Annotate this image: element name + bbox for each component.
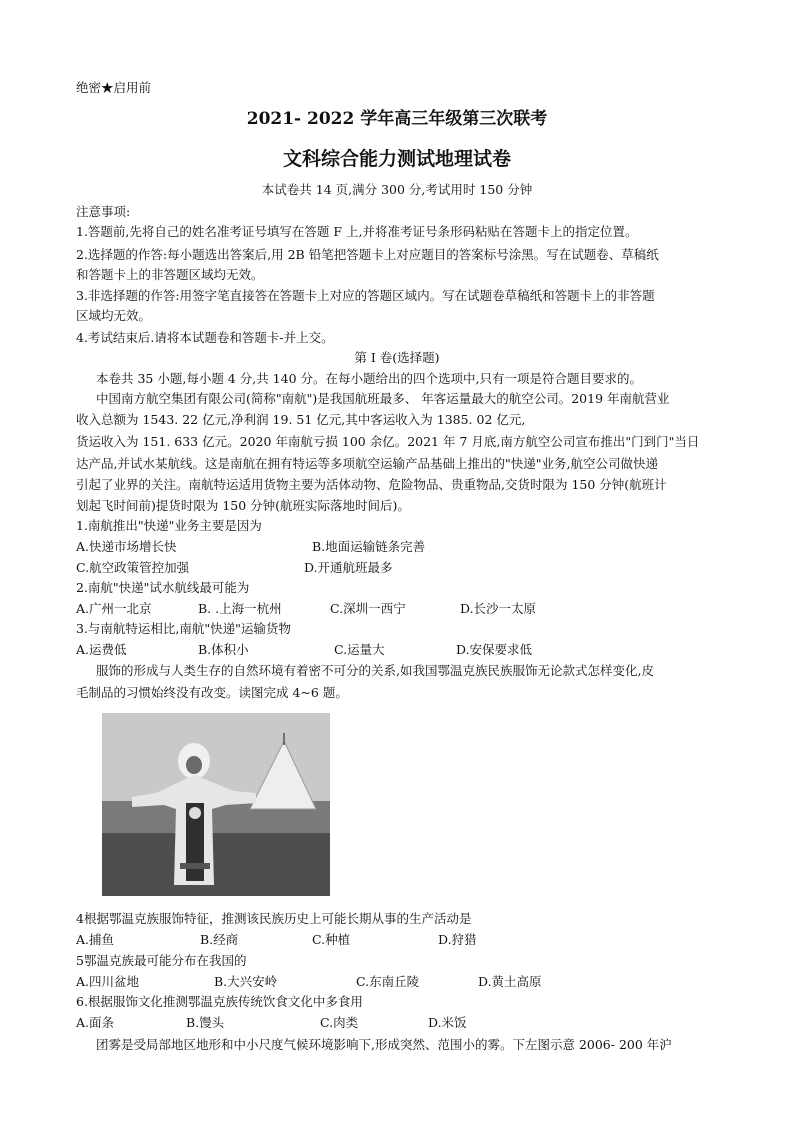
note-3a: 3.非选择题的作答:用签字笔直接答在答题卡上对应的答题区域内。写在试题卷草稿纸和答题卡上的非答题 xyxy=(76,288,655,303)
passage2-line-2: 毛制品的习惯始终没有改变。读图完成 4~6 题。 xyxy=(76,685,348,700)
photo-illustration xyxy=(102,713,330,896)
q5-option-d: D.黄土高原 xyxy=(478,974,542,989)
passage1-line-4: 达产品,并试水某航线。这是南航在拥有特运等多项航空运输产品基础上推出的"快递"业务,航空公司做快递 xyxy=(76,456,658,471)
exam-subtitle: 本试卷共 14 页,满分 300 分,考试用时 150 分钟 xyxy=(261,182,533,197)
q5-option-b: B.大兴安岭 xyxy=(214,974,278,989)
q1-option-c: C.航空政策管控加强 xyxy=(76,560,190,575)
q4-option-a: A.捕鱼 xyxy=(76,932,115,947)
passage1-line-3: 货运收入为 151. 633 亿元。2020 年南航亏损 100 余亿。2021 年 7 月底,南方航空公司宣布推出"门到门"当日 xyxy=(76,434,700,449)
q4-option-c: C.种植 xyxy=(312,932,351,947)
q1-option-d: D.开通航班最多 xyxy=(304,560,393,575)
q6-option-a: A.面条 xyxy=(76,1015,115,1030)
note-1: 1.答题前,先将自己的姓名准考证号填写在答题 F 上,并将准考证号条形码粘贴在答题卡上的指定位置。 xyxy=(76,224,638,239)
evenki-costume-photo xyxy=(102,713,330,896)
passage2-line-1: 服饰的形成与人类生存的自然环境有着密不可分的关系,如我国鄂温克族民族服饰无论款式怎样变化,皮 xyxy=(96,663,654,678)
q3-option-a: A.运费低 xyxy=(76,642,127,657)
passage1-line-6: 划起飞时间前)提货时限为 150 分钟(航班实际落地时间后)。 xyxy=(76,498,410,513)
q3-option-b: B.体积小 xyxy=(198,642,249,657)
q6-option-b: B.馒头 xyxy=(186,1015,225,1030)
q2-option-a: A.广州一北京 xyxy=(76,601,152,616)
q2-option-d: D.长沙一太原 xyxy=(460,601,537,616)
passage3-line-1: 团雾是受局部地区地形和中小尺度气候环境影响下,形成突然、范围小的雾。下左图示意 2006- 200 年沪 xyxy=(96,1037,672,1052)
q1-option-b: B.地面运输链条完善 xyxy=(312,539,426,554)
q3-option-d: D.安保要求低 xyxy=(456,642,533,657)
section-intro: 本卷共 35 小题,每小题 4 分,共 140 分。在每小题给出的四个选项中,只有一项是符合题目要求的。 xyxy=(96,371,642,386)
q6-option-c: C.肉类 xyxy=(320,1015,359,1030)
q3-option-c: C.运量大 xyxy=(334,642,385,657)
note-2b: 和答题卡上的非答题区域均无效。 xyxy=(76,267,264,282)
q2-option-b: B. .上海一杭州 xyxy=(198,601,282,616)
q6-stem: 6.根据服饰文化推测鄂温克族传统饮食文化中多食用 xyxy=(76,994,363,1009)
q5-option-a: A.四川盆地 xyxy=(76,974,140,989)
passage1-line-1: 中国南方航空集团有限公司(简称"南航")是我国航班最多、 年客运量最大的航空公司。2019 年南航营业 xyxy=(96,391,670,406)
q5-option-c: C.东南丘陵 xyxy=(356,974,420,989)
q4-stem: 4根据鄂温克族服饰特征，推测该民族历史上可能长期从事的生产活动是 xyxy=(76,911,472,926)
q5-options xyxy=(76,972,726,991)
note-3b: 区域均无效。 xyxy=(76,308,152,323)
q1-stem: 1.南航推出"快递"业务主要是因为 xyxy=(76,518,262,533)
notes-heading: 注意事项: xyxy=(76,204,131,219)
q1-options xyxy=(76,537,726,556)
note-4: 4.考试结束后.请将本试题卷和答题卡-并上交。 xyxy=(76,330,334,345)
secret-label: 绝密★启用前 xyxy=(76,80,152,95)
exam-title-2: 文科综合能力测试地理试卷 xyxy=(282,148,511,170)
q5-stem: 5鄂温克族最可能分布在我国的 xyxy=(76,953,247,968)
q4-option-d: D.狩猎 xyxy=(438,932,477,947)
passage1-line-5: 引起了业界的关注。南航特运适用货物主要为活体动物、危险物品、贵重物品,交货时限为 150 分钟(航班计 xyxy=(76,477,667,492)
q6-option-d: D.米饭 xyxy=(428,1015,467,1030)
section-title: 第 I 卷(选择题) xyxy=(354,350,440,365)
q3-options xyxy=(76,640,726,659)
note-2a: 2.选择题的作答:每小题选出答案后,用 2B 铅笔把答题卡上对应题目的答案标号涂黑。写在试题卷、草稿纸 xyxy=(76,247,659,262)
q1-option-a: A.快递市场增长快 xyxy=(76,539,177,554)
q2-stem: 2.南航"快递"试水航线最可能为 xyxy=(76,580,250,595)
q2-option-c: C.深圳一西宁 xyxy=(330,601,406,616)
q4-options xyxy=(76,930,726,949)
q4-option-b: B.经商 xyxy=(200,932,239,947)
q1-options-2 xyxy=(76,558,726,577)
passage1-line-2: 收入总额为 1543. 22 亿元,净利润 19. 51 亿元,其中客运收入为 1385. 02 亿元, xyxy=(76,412,526,427)
q6-options xyxy=(76,1013,726,1032)
q2-options xyxy=(76,599,726,618)
q3-stem: 3.与南航特运相比,南航"快递"运输货物 xyxy=(76,621,291,636)
exam-title-1: 2021- 2022 学年高三年级第三次联考 xyxy=(246,109,548,129)
